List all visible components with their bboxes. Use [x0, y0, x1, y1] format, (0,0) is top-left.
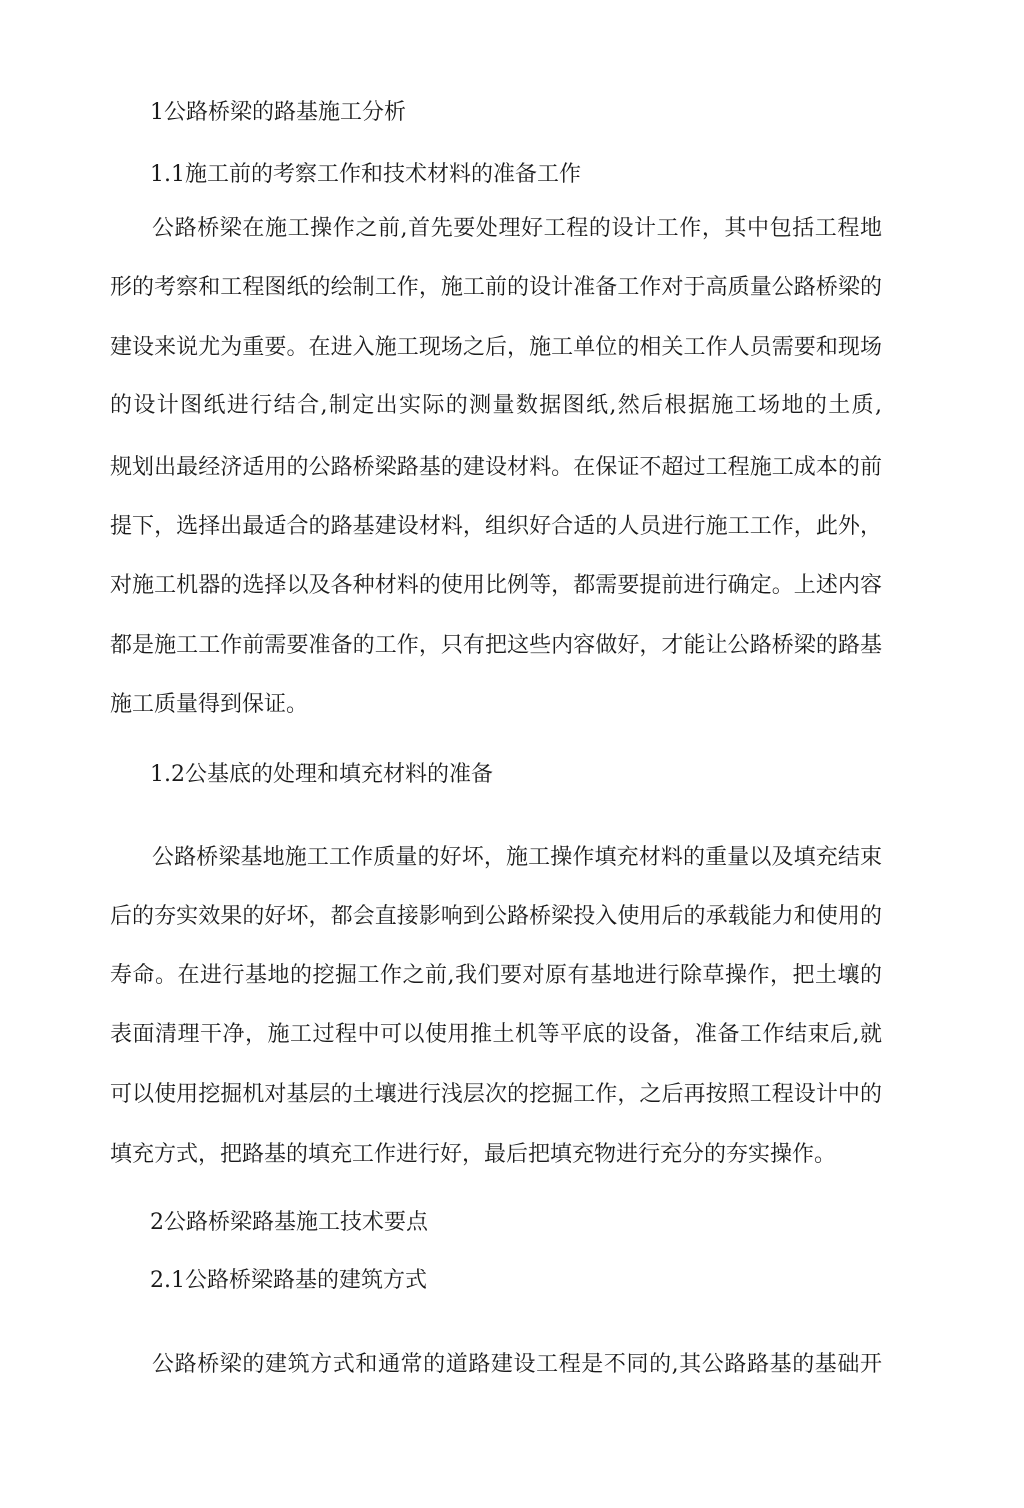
paragraph-line: 提下，选择出最适合的路基建设材料，组织好合适的人员进行施工工作，此外， [110, 514, 882, 539]
paragraph-line: 填充方式，把路基的填充工作进行好，最后把填充物进行充分的夯实操作。 [110, 1142, 837, 1167]
paragraph-line: 的设计图纸进行结合,制定出实际的测量数据图纸,然后根据施工场地的土质, [110, 393, 882, 418]
heading-2-1: 2.1公路桥梁路基的建筑方式 [150, 1268, 427, 1293]
heading-1-2: 1.2公基底的处理和填充材料的准备 [150, 762, 493, 787]
heading-1-1: 1.1施工前的考察工作和技术材料的准备工作 [150, 162, 581, 187]
heading-1: 1公路桥梁的路基施工分析 [150, 100, 406, 125]
paragraph-line: 公路桥梁基地施工工作质量的好坏，施工操作填充材料的重量以及填充结束 [152, 845, 882, 870]
paragraph-line: 寿命。在进行基地的挖掘工作之前,我们要对原有基地进行除草操作，把土壤的 [110, 963, 882, 988]
paragraph-line: 都是施工工作前需要准备的工作，只有把这些内容做好，才能让公路桥梁的路基 [110, 633, 882, 658]
paragraph-line: 公路桥梁的建筑方式和通常的道路建设工程是不同的,其公路路基的基础开 [152, 1352, 882, 1377]
paragraph-line: 对施工机器的选择以及各种材料的使用比例等，都需要提前进行确定。上述内容 [110, 573, 882, 598]
heading-2: 2公路桥梁路基施工技术要点 [150, 1210, 428, 1235]
paragraph-line: 建设来说尤为重要。在进入施工现场之后，施工单位的相关工作人员需要和现场 [110, 335, 882, 360]
paragraph-line: 可以使用挖掘机对基层的土壤进行浅层次的挖掘工作，之后再按照工程设计中的 [110, 1082, 882, 1107]
paragraph-line: 公路桥梁在施工操作之前,首先要处理好工程的设计工作，其中包括工程地 [152, 216, 882, 241]
paragraph-line: 规划出最经济适用的公路桥梁路基的建设材料。在保证不超过工程施工成本的前 [110, 455, 882, 480]
paragraph-line: 形的考察和工程图纸的绘制工作，施工前的设计准备工作对于高质量公路桥梁的 [110, 275, 882, 300]
paragraph-line: 施工质量得到保证。 [110, 692, 309, 717]
paragraph-line: 表面清理干净，施工过程中可以使用推土机等平底的设备，准备工作结束后,就 [110, 1022, 882, 1047]
paragraph-line: 后的夯实效果的好坏，都会直接影响到公路桥梁投入使用后的承载能力和使用的 [110, 904, 882, 929]
